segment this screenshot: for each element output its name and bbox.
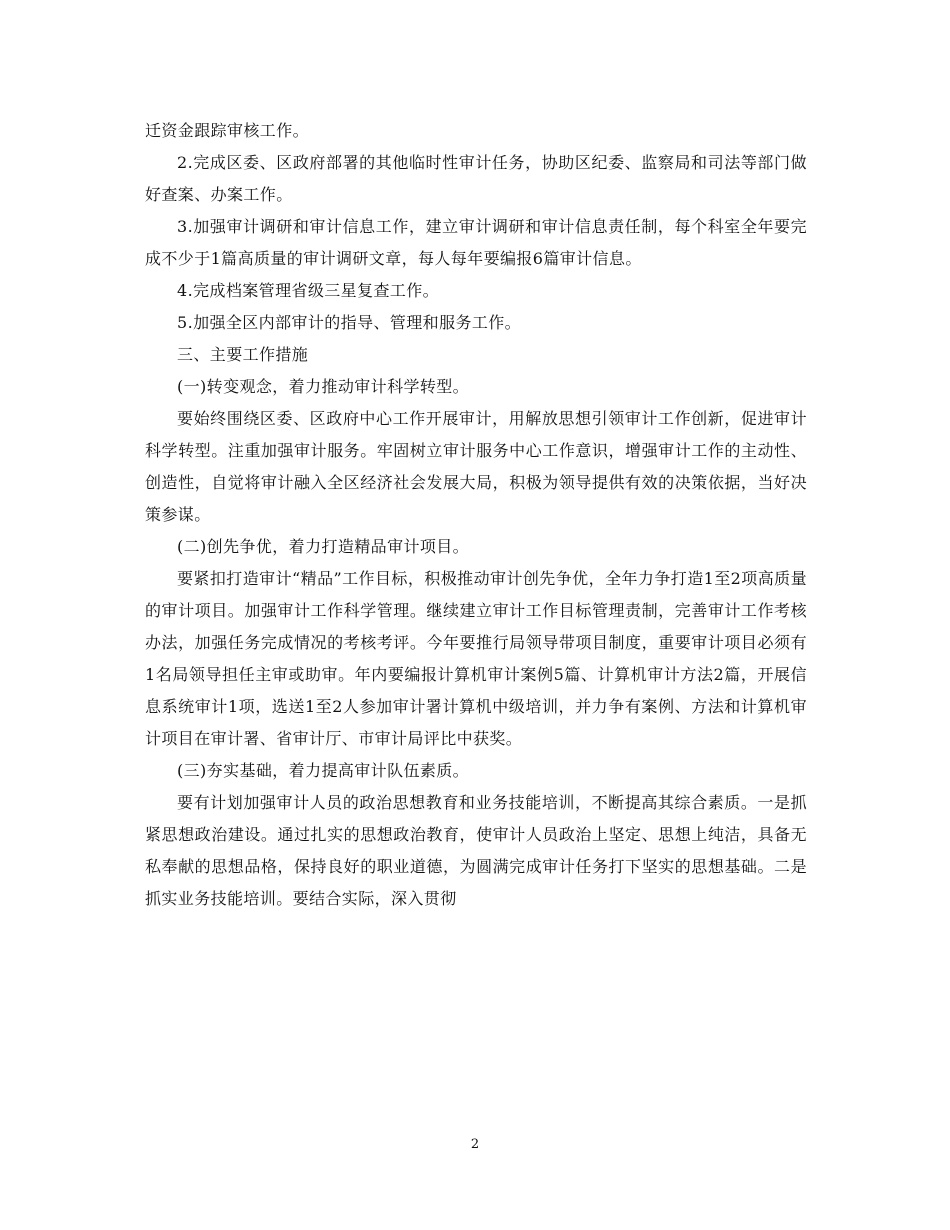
paragraph-continuation: 迁资金跟踪审核工作。	[145, 121, 310, 140]
page-number: 2	[470, 1137, 480, 1152]
paragraph-item-3: 3.加强审计调研和审计信息工作，建立审计调研和审计信息责任制，每个科室全年要完成不少于1篇高质量的审计调研文章，每人每年要编报6篇审计信息。	[145, 217, 807, 268]
paragraph-body-2: 要紧扣打造审计“精品”工作目标，积极推动审计创先争优，全年力争打造1至2项高质量的审计项目。加强审计工作科学管理。继续建立审计工作目标管理责制，完善审计工作考核办法，加强任务完成情况的考核考评。今年要推行局领导带项目制度，重要审计项目必须有1名局领导担任主审或助审。年内要编报计算机审计案例5篇、计算机审计方法2篇，开展信息系统审计1项，选送1至2人参加审计署计算机中级培训，并力争有案例、方法和计算机审计项目在审计署、省审计厅、市审计局评比中获奖。	[145, 569, 807, 748]
subsection-heading-3: (三)夯实基础，着力提高审计队伍素质。	[177, 761, 470, 780]
section-heading: 三、主要工作措施	[177, 345, 309, 364]
subsection-heading-1: (一)转变观念，着力推动审计科学转型。	[177, 377, 470, 396]
paragraph-item-4: 4.完成档案管理省级三星复查工作。	[177, 281, 440, 300]
paragraph-body-1: 要始终围绕区委、区政府中心工作开展审计，用解放思想引领审计工作创新，促进审计科学转型。注重加强审计服务。牢固树立审计服务中心工作意识，增强审计工作的主动性、创造性，自觉将审计融入全区经济社会发展大局，积极为领导提供有效的决策依据，当好决策参谋。	[145, 409, 807, 524]
subsection-heading-2: (二)创先争优，着力打造精品审计项目。	[177, 537, 470, 556]
paragraph-item-2: 2.完成区委、区政府部署的其他临时性审计任务，协助区纪委、监察局和司法等部门做好查案、办案工作。	[145, 153, 807, 204]
document-body	[145, 115, 807, 915]
paragraph-item-5: 5.加强全区内部审计的指导、管理和服务工作。	[177, 313, 522, 332]
paragraph-body-3: 要有计划加强审计人员的政治思想教育和业务技能培训，不断提高其综合素质。一是抓紧思想政治建设。通过扎实的思想政治教育，使审计人员政治上坚定、思想上纯洁，具备无私奉献的思想品格，保持良好的职业道德，为圆满完成审计任务打下坚实的思想基础。二是抓实业务技能培训。要结合实际，深入贯彻	[145, 793, 807, 908]
